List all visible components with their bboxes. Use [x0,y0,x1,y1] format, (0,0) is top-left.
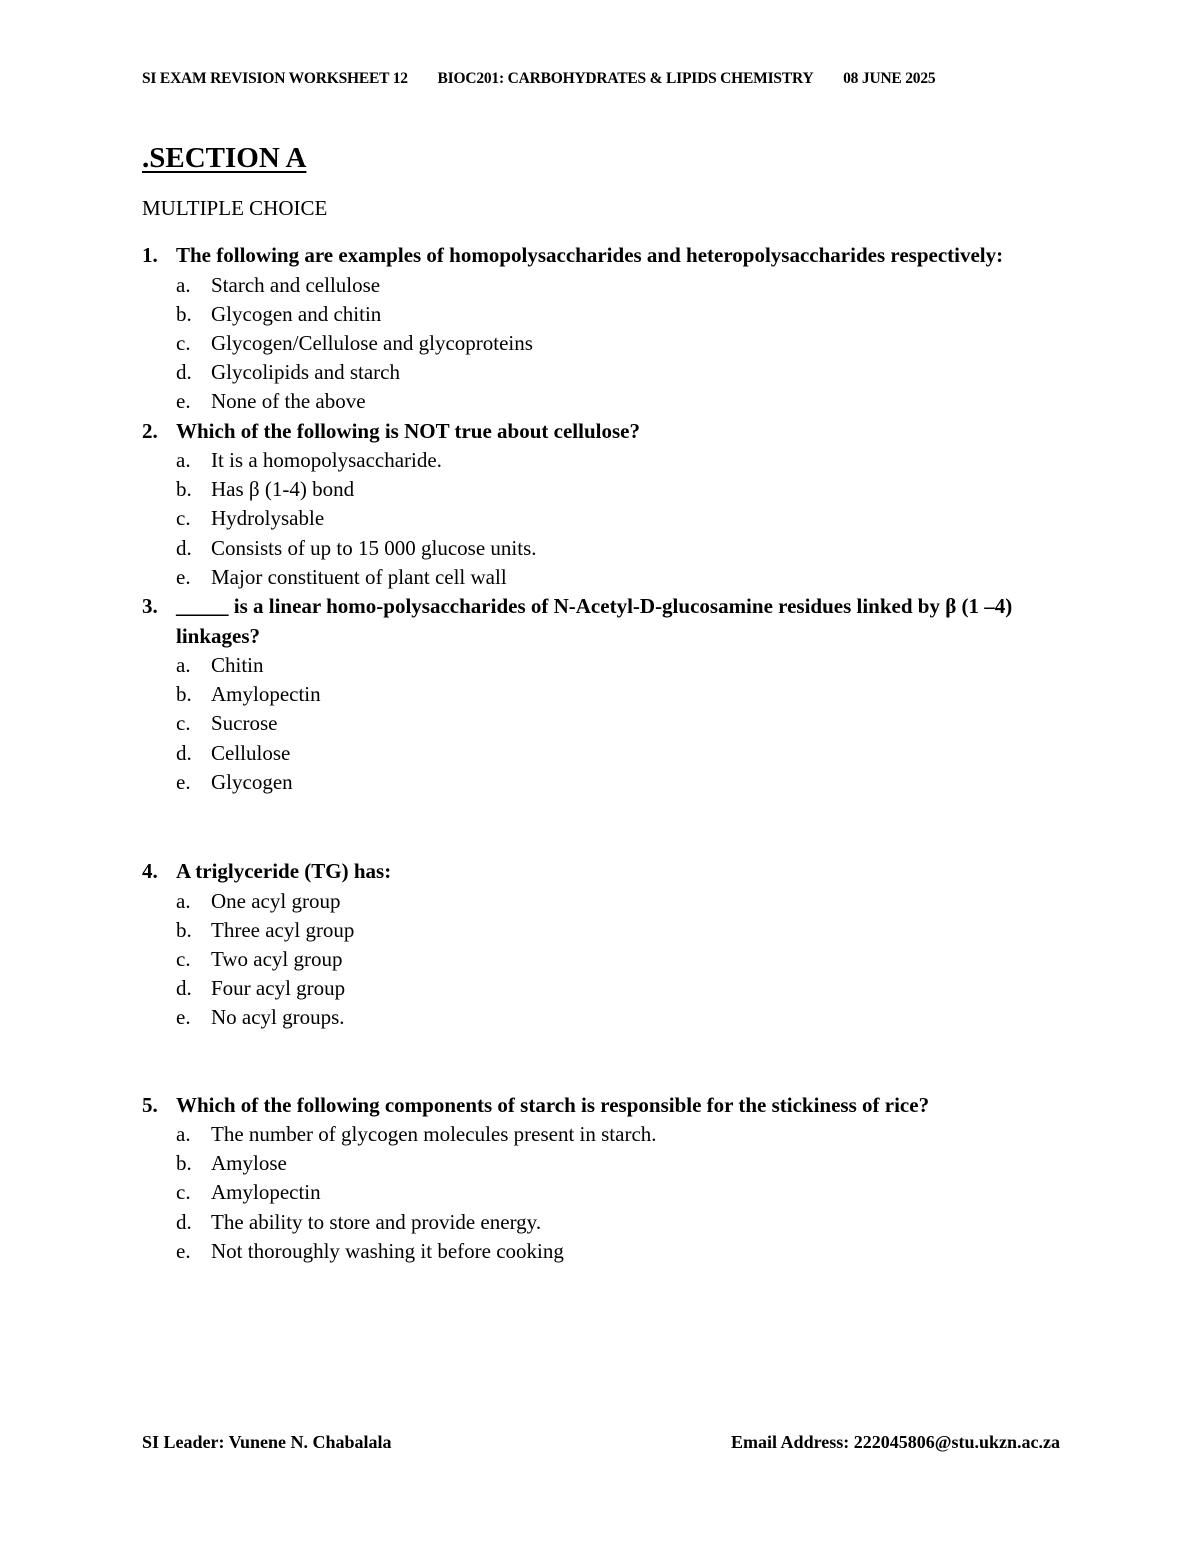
header-worksheet-title: SI EXAM REVISION WORKSHEET 12 [142,70,408,87]
option-text: Chitin [211,653,264,678]
option-a [142,271,1062,300]
option-letter: d. [176,976,192,1001]
option-text: Glycogen [211,769,293,794]
option-letter: c. [176,711,191,736]
option-text: Two acyl group [211,946,343,971]
option-a [142,887,1062,916]
option-letter: a. [176,653,191,678]
section-subtitle: MULTIPLE CHOICE [142,196,328,220]
option-letter: d. [176,1209,192,1234]
option-d [142,1208,1062,1237]
option-c [142,504,1062,533]
footer-si-leader: SI Leader: Vunene N. Chabalala [142,1432,392,1452]
option-b [142,1149,1062,1178]
option-text: Hydrolysable [211,506,325,531]
option-text: Glycogen and chitin [211,301,382,326]
option-letter: c. [176,506,191,531]
option-text: One acyl group [211,888,341,913]
option-text: Glycolipids and starch [211,360,400,385]
option-d [142,974,1062,1003]
option-e [142,1237,1062,1266]
option-d [142,739,1062,768]
option-text: Amylopectin [211,682,321,707]
option-letter: b. [176,917,192,942]
option-text: Four acyl group [211,976,346,1001]
option-c [142,945,1062,974]
option-text: Has β (1-4) bond [211,477,355,502]
option-a [142,1120,1062,1149]
option-list [142,1120,1062,1266]
option-letter: c. [176,330,191,355]
option-text: Major constituent of plant cell wall [211,564,507,589]
option-letter: d. [176,740,192,765]
option-b [142,300,1062,329]
option-text: Sucrose [211,711,278,736]
question-number: 1. [142,243,158,267]
option-letter: c. [176,1180,191,1205]
footer-email: Email Address: 222045806@stu.ukzn.ac.za [731,1432,1060,1452]
question-number: 4. [142,859,158,884]
option-letter: a. [176,1122,191,1147]
option-text: The number of glycogen molecules present in starch. [211,1122,657,1147]
question-number: 2. [142,418,158,443]
page-header [142,70,1050,88]
question-text: _____ is a linear homo-polysaccharides of N-Acetyl-D-glucosamine residues linked by β (1 –4) linkages? [176,594,1013,648]
option-text: Consists of up to 15 000 glucose units. [211,535,537,560]
question-1 [142,241,1062,417]
option-text: Amylose [211,1151,287,1176]
option-b [142,680,1062,709]
option-letter: a. [176,272,191,297]
option-letter: a. [176,888,191,913]
option-b [142,916,1062,945]
option-letter: b. [176,301,192,326]
option-c [142,329,1062,358]
option-text: Amylopectin [211,1180,321,1205]
option-letter: b. [176,682,192,707]
header-course-title: BIOC201: CARBOHYDRATES & LIPIDS CHEMISTRY [437,70,814,87]
option-e [142,768,1062,797]
question-number: 3. [142,594,158,619]
option-a [142,651,1062,680]
option-c [142,709,1062,738]
option-c [142,1178,1062,1207]
option-b [142,475,1062,504]
option-text: Not thoroughly washing it before cooking [211,1238,564,1263]
option-list [142,651,1062,797]
option-text: Three acyl group [211,917,355,942]
question-text: Which of the following components of starch is responsible for the stickiness of rice? [176,1092,930,1117]
option-letter: e. [176,1238,191,1263]
question-2 [142,417,1062,593]
option-d [142,358,1062,387]
option-letter: a. [176,448,191,473]
option-e [142,387,1062,416]
option-text: None of the above [211,389,366,414]
question-4 [142,857,1062,1033]
question-list [142,241,1062,1266]
section-title: .SECTION A [142,142,307,174]
header-date: 08 JUNE 2025 [843,70,936,87]
option-letter: d. [176,535,192,560]
option-e [142,1003,1062,1032]
option-letter: b. [176,1151,192,1176]
option-e [142,563,1062,592]
question-text: A triglyceride (TG) has: [176,859,392,884]
option-d [142,534,1062,563]
option-letter: e. [176,769,191,794]
question-text: The following are examples of homopolysaccharides and heteropolysaccharides respectively: [176,243,1004,267]
question-number: 5. [142,1092,158,1117]
option-text: Starch and cellulose [211,272,381,297]
option-list [142,446,1062,592]
option-text: The ability to store and provide energy. [211,1209,542,1234]
option-text: Glycogen/Cellulose and glycoproteins [211,330,533,355]
option-text: No acyl groups. [211,1005,345,1030]
option-letter: b. [176,477,192,502]
option-a [142,446,1062,475]
option-text: Cellulose [211,740,291,765]
option-list [142,887,1062,1033]
question-text: Which of the following is NOT true about cellulose? [176,418,640,443]
question-5 [142,1091,1062,1267]
option-letter: d. [176,360,192,385]
option-letter: e. [176,1005,191,1030]
option-list [142,271,1062,417]
option-letter: e. [176,564,191,589]
option-letter: e. [176,389,191,414]
page-footer [142,1432,1060,1453]
question-3 [142,592,1062,797]
option-letter: c. [176,946,191,971]
option-text: It is a homopolysaccharide. [211,448,442,473]
